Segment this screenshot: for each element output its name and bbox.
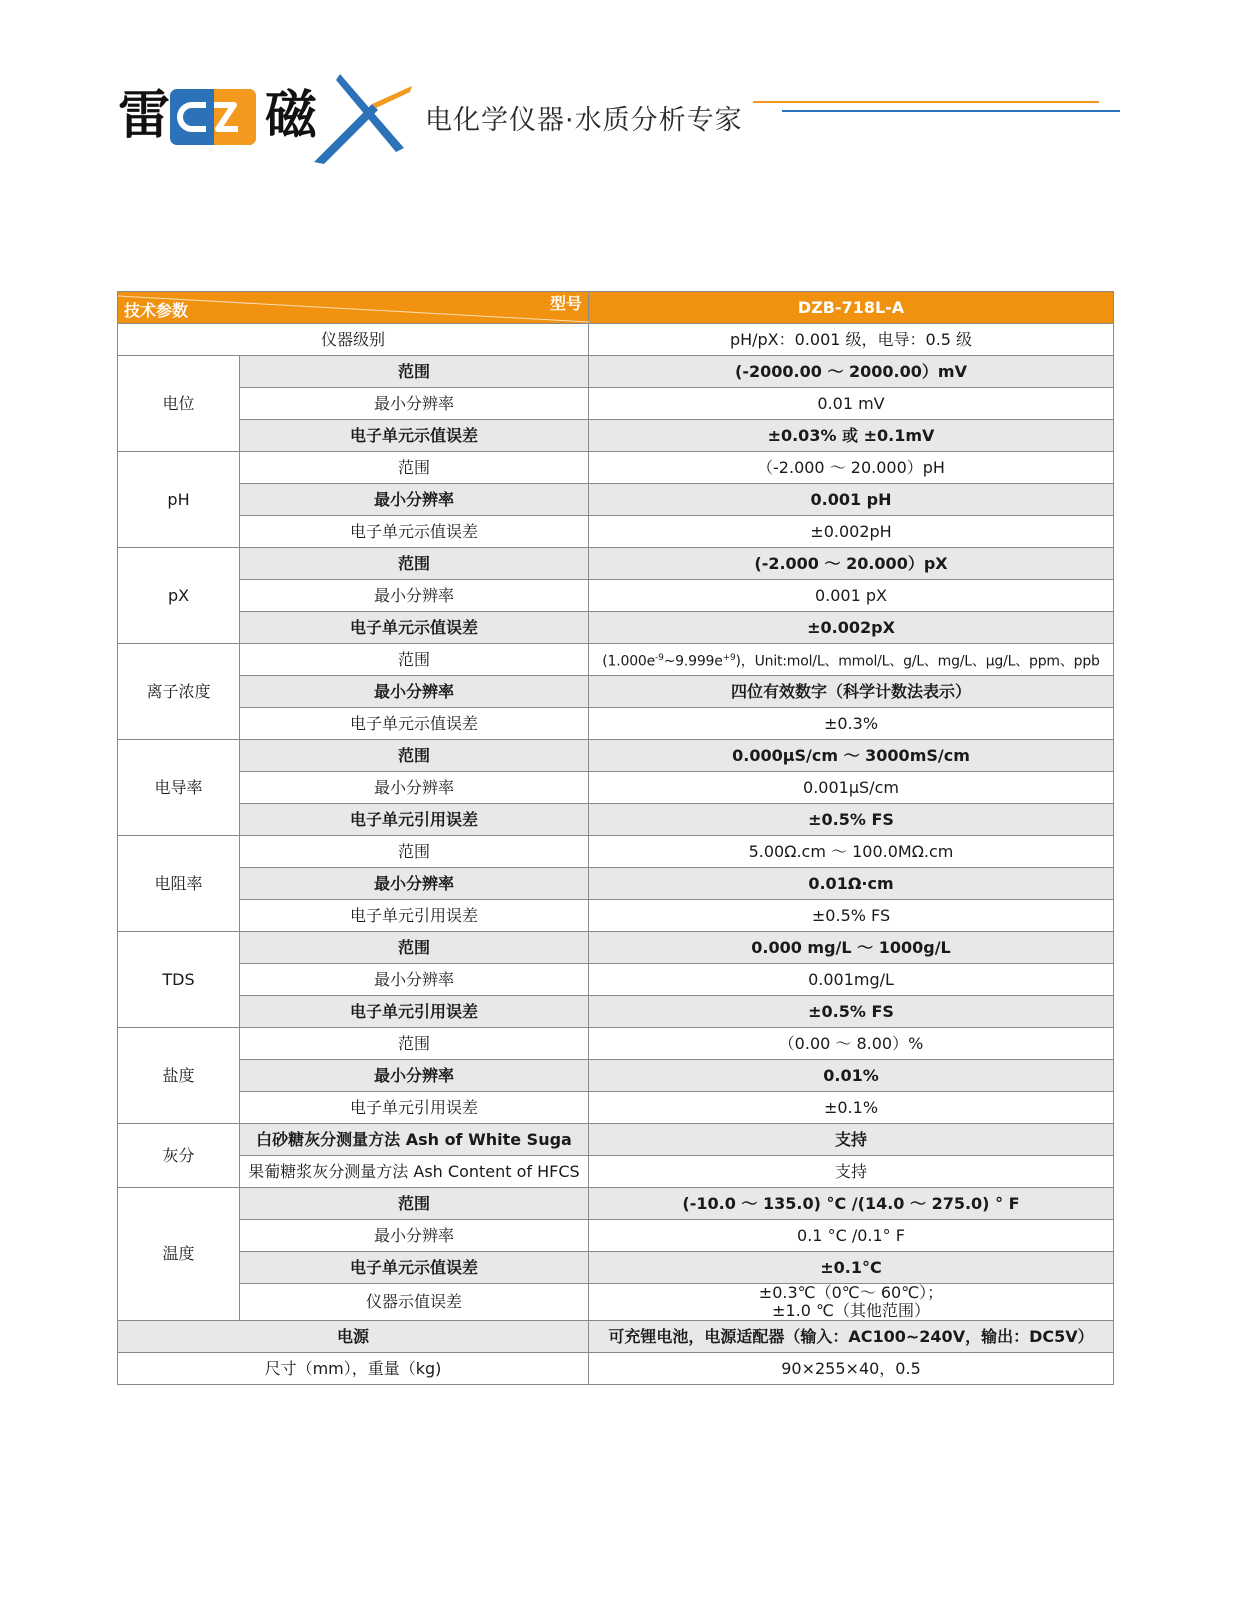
- table-row: [118, 836, 1114, 868]
- table-row: [118, 1220, 1114, 1252]
- table-row: [118, 612, 1114, 644]
- table-row: [118, 1028, 1114, 1060]
- param-label: 范围: [240, 1028, 589, 1060]
- page-header: [0, 0, 1255, 200]
- param-label: 最小分辨率: [240, 388, 589, 420]
- param-label: 电子单元示值误差: [240, 1252, 589, 1284]
- table-row: [118, 1321, 1114, 1353]
- param-label: 电子单元引用误差: [240, 996, 589, 1028]
- param-value: ±0.5% FS: [589, 900, 1114, 932]
- table-row: [118, 1124, 1114, 1156]
- size-label: 尺寸（mm），重量（kg): [118, 1353, 589, 1385]
- table-row: [118, 484, 1114, 516]
- param-value: 0.001 pH: [589, 484, 1114, 516]
- table-row: [118, 1188, 1114, 1220]
- table-row: [118, 868, 1114, 900]
- param-value: ±0.1%: [589, 1092, 1114, 1124]
- header-model-label: 型号: [549, 294, 582, 313]
- x-mark-icon: [312, 72, 416, 164]
- table-row: [118, 516, 1114, 548]
- value-line: ±1.0 ℃（其他范围）: [772, 1301, 930, 1320]
- param-value: 0.1 °C /0.1° F: [589, 1220, 1114, 1252]
- param-value: ±0.3%: [589, 708, 1114, 740]
- param-value: ±0.002pH: [589, 516, 1114, 548]
- param-value: [589, 644, 1114, 676]
- param-label: 最小分辨率: [240, 676, 589, 708]
- value-part: ~9.999e: [663, 653, 723, 670]
- table-row: [118, 772, 1114, 804]
- param-label: 电子单元引用误差: [240, 1092, 589, 1124]
- param-label: 范围: [240, 836, 589, 868]
- param-value: (-2.000 ～ 20.000）pX: [589, 548, 1114, 580]
- param-label: 范围: [240, 932, 589, 964]
- param-label: 电子单元示值误差: [240, 708, 589, 740]
- param-value: 0.001μS/cm: [589, 772, 1114, 804]
- table-row: [118, 1092, 1114, 1124]
- header-param-label: 技术参数: [124, 301, 189, 320]
- param-value: 四位有效数字（科学计数法表示）: [589, 676, 1114, 708]
- param-label: 最小分辨率: [240, 868, 589, 900]
- param-value: (-2000.00 ～ 2000.00）mV: [589, 356, 1114, 388]
- slogan: 电化学仪器·水质分析专家: [425, 105, 743, 136]
- size-value: 90×255×40，0.5: [589, 1353, 1114, 1385]
- param-value: 0.01Ω·cm: [589, 868, 1114, 900]
- header-model-value: DZB-718L-A: [589, 292, 1114, 324]
- table-row: [118, 452, 1114, 484]
- category-cell: 灰分: [118, 1124, 240, 1188]
- table-row: [118, 708, 1114, 740]
- grade-value: pH/pX：0.001 级，电导：0.5 级: [589, 324, 1114, 356]
- category-cell: 电阻率: [118, 836, 240, 932]
- param-value: ±0.5% FS: [589, 804, 1114, 836]
- power-label: 电源: [118, 1321, 589, 1353]
- param-label: 电子单元引用误差: [240, 804, 589, 836]
- power-value: 可充锂电池，电源适配器（输入：AC100~240V，输出：DC5V）: [589, 1321, 1114, 1353]
- category-cell: TDS: [118, 932, 240, 1028]
- category-cell: 离子浓度: [118, 644, 240, 740]
- param-label: 最小分辨率: [240, 484, 589, 516]
- param-value: （0.00 ～ 8.00）%: [589, 1028, 1114, 1060]
- category-cell: 电位: [118, 356, 240, 452]
- category-cell: 电导率: [118, 740, 240, 836]
- exponent: +9: [722, 652, 736, 663]
- table-row: [118, 900, 1114, 932]
- param-label: 仪器示值误差: [240, 1284, 589, 1321]
- exponent: -9: [655, 652, 664, 663]
- table-row: [118, 388, 1114, 420]
- param-label: 范围: [240, 356, 589, 388]
- table-row: [118, 964, 1114, 996]
- value-part: )，Unit:mol/L、mmol/L、g/L、mg/L、μg/L、ppm、ppb: [735, 653, 1100, 670]
- param-label: 电子单元引用误差: [240, 900, 589, 932]
- param-label: 范围: [240, 548, 589, 580]
- table-row: [118, 1284, 1114, 1321]
- table-row: [118, 644, 1114, 676]
- param-label: 果葡糖浆灰分测量方法 Ash Content of HFCS: [240, 1156, 589, 1188]
- decor-line-blue: [782, 110, 1120, 112]
- param-value: 5.00Ω.cm ～ 100.0MΩ.cm: [589, 836, 1114, 868]
- param-label: 电子单元示值误差: [240, 612, 589, 644]
- param-value: ±0.03% 或 ±0.1mV: [589, 420, 1114, 452]
- table-row: [118, 1353, 1114, 1385]
- param-value: ±0.1°C: [589, 1252, 1114, 1284]
- category-cell: 盐度: [118, 1028, 240, 1124]
- table-header-row: [118, 292, 1114, 324]
- category-cell: pX: [118, 548, 240, 644]
- table-row: [118, 580, 1114, 612]
- param-label: 范围: [240, 740, 589, 772]
- table-row: [118, 548, 1114, 580]
- category-cell: pH: [118, 452, 240, 548]
- table-row: [118, 932, 1114, 964]
- decor-line-orange: [753, 101, 1099, 103]
- brand-char-left: 雷: [118, 86, 171, 146]
- param-label: 最小分辨率: [240, 964, 589, 996]
- table-row: [118, 420, 1114, 452]
- value-part: (1.000e: [602, 653, 656, 670]
- param-value: 0.000μS/cm ～ 3000mS/cm: [589, 740, 1114, 772]
- param-label: 电子单元示值误差: [240, 420, 589, 452]
- brand-logo-icon: [170, 89, 256, 145]
- param-value: 0.000 mg/L ～ 1000g/L: [589, 932, 1114, 964]
- param-label: 范围: [240, 644, 589, 676]
- param-label: 白砂糖灰分测量方法 Ash of White Suga: [240, 1124, 589, 1156]
- param-value: ±0.002pX: [589, 612, 1114, 644]
- table-row: [118, 676, 1114, 708]
- param-value: 0.001 pX: [589, 580, 1114, 612]
- table-row: [118, 1060, 1114, 1092]
- brand-char-right: 磁: [265, 86, 318, 146]
- param-label: 最小分辨率: [240, 772, 589, 804]
- param-value: ±0.5% FS: [589, 996, 1114, 1028]
- table-row: [118, 324, 1114, 356]
- param-value: 0.01 mV: [589, 388, 1114, 420]
- param-label: 最小分辨率: [240, 1220, 589, 1252]
- param-label: 最小分辨率: [240, 1060, 589, 1092]
- param-value: 支持: [589, 1156, 1114, 1188]
- corner-diagonal: [118, 292, 589, 323]
- table-row: [118, 1252, 1114, 1284]
- param-value: 0.001mg/L: [589, 964, 1114, 996]
- param-value: [589, 1284, 1114, 1321]
- param-label: 电子单元示值误差: [240, 516, 589, 548]
- param-value: (-10.0 ～ 135.0) °C /(14.0 ～ 275.0) ° F: [589, 1188, 1114, 1220]
- param-value: 支持: [589, 1124, 1114, 1156]
- grade-label: 仪器级别: [118, 324, 589, 356]
- param-value: 0.01%: [589, 1060, 1114, 1092]
- table-row: [118, 996, 1114, 1028]
- header-corner-cell: [118, 292, 589, 324]
- param-label: 范围: [240, 452, 589, 484]
- table-row: [118, 740, 1114, 772]
- category-cell: 温度: [118, 1188, 240, 1321]
- table-row: [118, 804, 1114, 836]
- param-label: 最小分辨率: [240, 580, 589, 612]
- param-label: 范围: [240, 1188, 589, 1220]
- param-value: （-2.000 ～ 20.000）pH: [589, 452, 1114, 484]
- spec-table: [117, 291, 1114, 1385]
- value-line: ±0.3℃（0℃～ 60℃）；: [758, 1283, 944, 1302]
- table-row: [118, 1156, 1114, 1188]
- table-row: [118, 356, 1114, 388]
